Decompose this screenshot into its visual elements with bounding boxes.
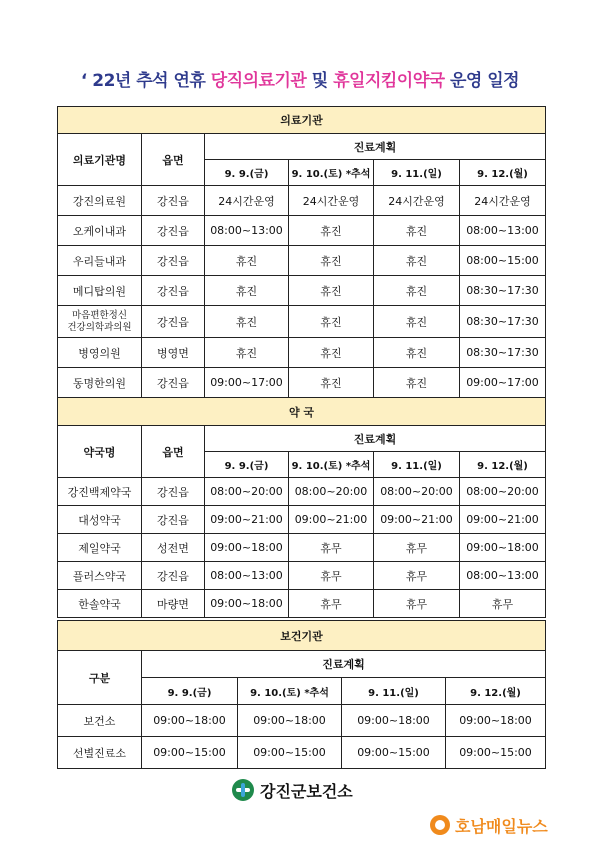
date-header: 9. 10.(토) *추석 [289, 452, 374, 478]
col-header-plan: 진료계획 [142, 651, 546, 678]
hospital-name-line1: 마음편한정신 [71, 309, 128, 321]
date-header: 9. 10.(토) *추석 [238, 678, 342, 705]
town: 강진읍 [142, 186, 205, 216]
table-row [58, 737, 546, 769]
hospital-name-line2: 건강의학과의원 [67, 321, 132, 333]
title-prefix: ‘ 22년 추석 연휴 [80, 71, 206, 91]
hours-cell: 24시간운영 [374, 186, 460, 216]
hours-cell: 24시간운영 [205, 186, 289, 216]
pharmacy-name: 플러스약국 [58, 562, 142, 590]
hours-cell: 09:00~18:00 [238, 705, 342, 737]
hours-cell: 08:00~20:00 [289, 478, 374, 506]
section-header-hospitals: 의료기관 [58, 107, 546, 134]
table-row [58, 368, 546, 398]
table-row [58, 216, 546, 246]
town: 성전면 [142, 534, 205, 562]
hours-cell: 08:00~13:00 [460, 216, 546, 246]
hours-cell: 09:00~21:00 [289, 506, 374, 534]
table-row [58, 338, 546, 368]
health-center-table [57, 620, 546, 769]
hours-cell: 09:00~21:00 [205, 506, 289, 534]
hours-cell: 휴진 [374, 246, 460, 276]
hours-cell: 휴무 [460, 590, 546, 618]
hours-cell: 24시간운영 [460, 186, 546, 216]
hours-cell: 09:00~17:00 [205, 368, 289, 398]
pharmacy-name: 한솔약국 [58, 590, 142, 618]
hours-cell: 09:00~18:00 [446, 705, 546, 737]
table-row [58, 246, 546, 276]
hours-cell: 08:30~17:30 [460, 276, 546, 306]
hours-cell: 휴무 [374, 534, 460, 562]
health-center-emblem-icon [232, 779, 254, 801]
table-row [58, 562, 546, 590]
hours-cell: 09:00~18:00 [342, 705, 446, 737]
table-row [58, 276, 546, 306]
hours-cell: 휴무 [289, 534, 374, 562]
hours-cell: 휴진 [205, 338, 289, 368]
news-logo [430, 812, 548, 838]
town: 마량면 [142, 590, 205, 618]
health-center-logo [232, 777, 353, 803]
col-header-plan: 진료계획 [205, 134, 546, 160]
pharmacy-name: 강진백제약국 [58, 478, 142, 506]
page-title [0, 66, 600, 91]
news-emblem-icon [430, 815, 450, 835]
hours-cell: 휴진 [374, 306, 460, 338]
hours-cell: 휴진 [205, 246, 289, 276]
hours-cell: 08:00~13:00 [205, 216, 289, 246]
date-header: 9. 9.(금) [142, 678, 238, 705]
pharmacy-name: 대성약국 [58, 506, 142, 534]
date-header: 9. 12.(월) [446, 678, 546, 705]
table-row [58, 478, 546, 506]
news-logo-text: 호남매일뉴스 [455, 816, 548, 836]
table-row [58, 506, 546, 534]
hours-cell: 휴진 [289, 306, 374, 338]
town: 강진읍 [142, 368, 205, 398]
date-header: 9. 11.(일) [374, 452, 460, 478]
date-header: 9. 9.(금) [205, 452, 289, 478]
hours-cell: 08:00~20:00 [374, 478, 460, 506]
hospital-name: 병영의원 [58, 338, 142, 368]
hours-cell: 휴진 [289, 338, 374, 368]
hours-cell: 휴진 [289, 246, 374, 276]
hospital-name: 동명한의원 [58, 368, 142, 398]
hours-cell: 08:00~13:00 [460, 562, 546, 590]
hours-cell: 09:00~15:00 [342, 737, 446, 769]
title-mid: 및 [311, 71, 328, 91]
town: 강진읍 [142, 478, 205, 506]
col-header-pharmacy-name: 약국명 [58, 426, 142, 478]
hours-cell: 휴진 [289, 276, 374, 306]
town: 강진읍 [142, 506, 205, 534]
date-header: 9. 12.(월) [460, 160, 546, 186]
hours-cell: 휴진 [374, 338, 460, 368]
title-highlight-holiday-pharmacies: 휴일지킴이약국 [333, 71, 445, 91]
town: 병영면 [142, 338, 205, 368]
date-header: 9. 10.(토) *추석 [289, 160, 374, 186]
hours-cell: 08:00~13:00 [205, 562, 289, 590]
table-row [58, 590, 546, 618]
hours-cell: 08:30~17:30 [460, 306, 546, 338]
hours-cell: 09:00~15:00 [446, 737, 546, 769]
col-header-hospital-name: 의료기관명 [58, 134, 142, 186]
hours-cell: 09:00~17:00 [460, 368, 546, 398]
hours-cell: 09:00~15:00 [238, 737, 342, 769]
section-header-pharmacies: 약 국 [58, 398, 546, 426]
hours-cell: 휴진 [205, 276, 289, 306]
town: 강진읍 [142, 216, 205, 246]
title-suffix: 운영 일정 [450, 71, 520, 91]
hours-cell: 08:00~20:00 [460, 478, 546, 506]
title-highlight-duty-hospitals: 당직의료기관 [210, 71, 307, 91]
town: 강진읍 [142, 562, 205, 590]
pharmacy-name: 제일약국 [58, 534, 142, 562]
date-header: 9. 11.(일) [342, 678, 446, 705]
col-header-town: 읍면 [142, 426, 205, 478]
table-row [58, 534, 546, 562]
hospital-name: 오케이내과 [58, 216, 142, 246]
hours-cell: 08:00~20:00 [205, 478, 289, 506]
table-row [58, 705, 546, 737]
section-header-health-centers: 보건기관 [58, 621, 546, 651]
hours-cell: 08:30~17:30 [460, 338, 546, 368]
hours-cell: 휴무 [289, 562, 374, 590]
hours-cell: 휴진 [205, 306, 289, 338]
date-header: 9. 12.(월) [460, 452, 546, 478]
hospital-name: 우리들내과 [58, 246, 142, 276]
hours-cell: 09:00~15:00 [142, 737, 238, 769]
hours-cell: 09:00~21:00 [460, 506, 546, 534]
town: 강진읍 [142, 306, 205, 338]
table-row [58, 186, 546, 216]
town: 강진읍 [142, 246, 205, 276]
hospital-pharmacy-table [57, 106, 546, 618]
date-header: 9. 11.(일) [374, 160, 460, 186]
hours-cell: 휴진 [374, 368, 460, 398]
hours-cell: 휴무 [289, 590, 374, 618]
hospital-name [58, 306, 142, 338]
col-header-town: 읍면 [142, 134, 205, 186]
hours-cell: 휴진 [289, 216, 374, 246]
hours-cell: 09:00~18:00 [205, 534, 289, 562]
facility-name: 선별진료소 [58, 737, 142, 769]
hospital-name: 메디탑의원 [58, 276, 142, 306]
hours-cell: 휴진 [374, 216, 460, 246]
hours-cell: 휴무 [374, 562, 460, 590]
col-header-plan: 진료계획 [205, 426, 546, 452]
hours-cell: 09:00~18:00 [142, 705, 238, 737]
hours-cell: 09:00~18:00 [460, 534, 546, 562]
facility-name: 보건소 [58, 705, 142, 737]
hours-cell: 08:00~15:00 [460, 246, 546, 276]
hours-cell: 휴진 [289, 368, 374, 398]
table-row [58, 306, 546, 338]
date-header: 9. 9.(금) [205, 160, 289, 186]
hours-cell: 휴진 [374, 276, 460, 306]
col-header-type: 구분 [58, 651, 142, 705]
hours-cell: 09:00~21:00 [374, 506, 460, 534]
hospital-name: 강진의료원 [58, 186, 142, 216]
health-center-logo-text: 강진군보건소 [260, 781, 353, 801]
hours-cell: 휴무 [374, 590, 460, 618]
hours-cell: 09:00~18:00 [205, 590, 289, 618]
hours-cell: 24시간운영 [289, 186, 374, 216]
town: 강진읍 [142, 276, 205, 306]
